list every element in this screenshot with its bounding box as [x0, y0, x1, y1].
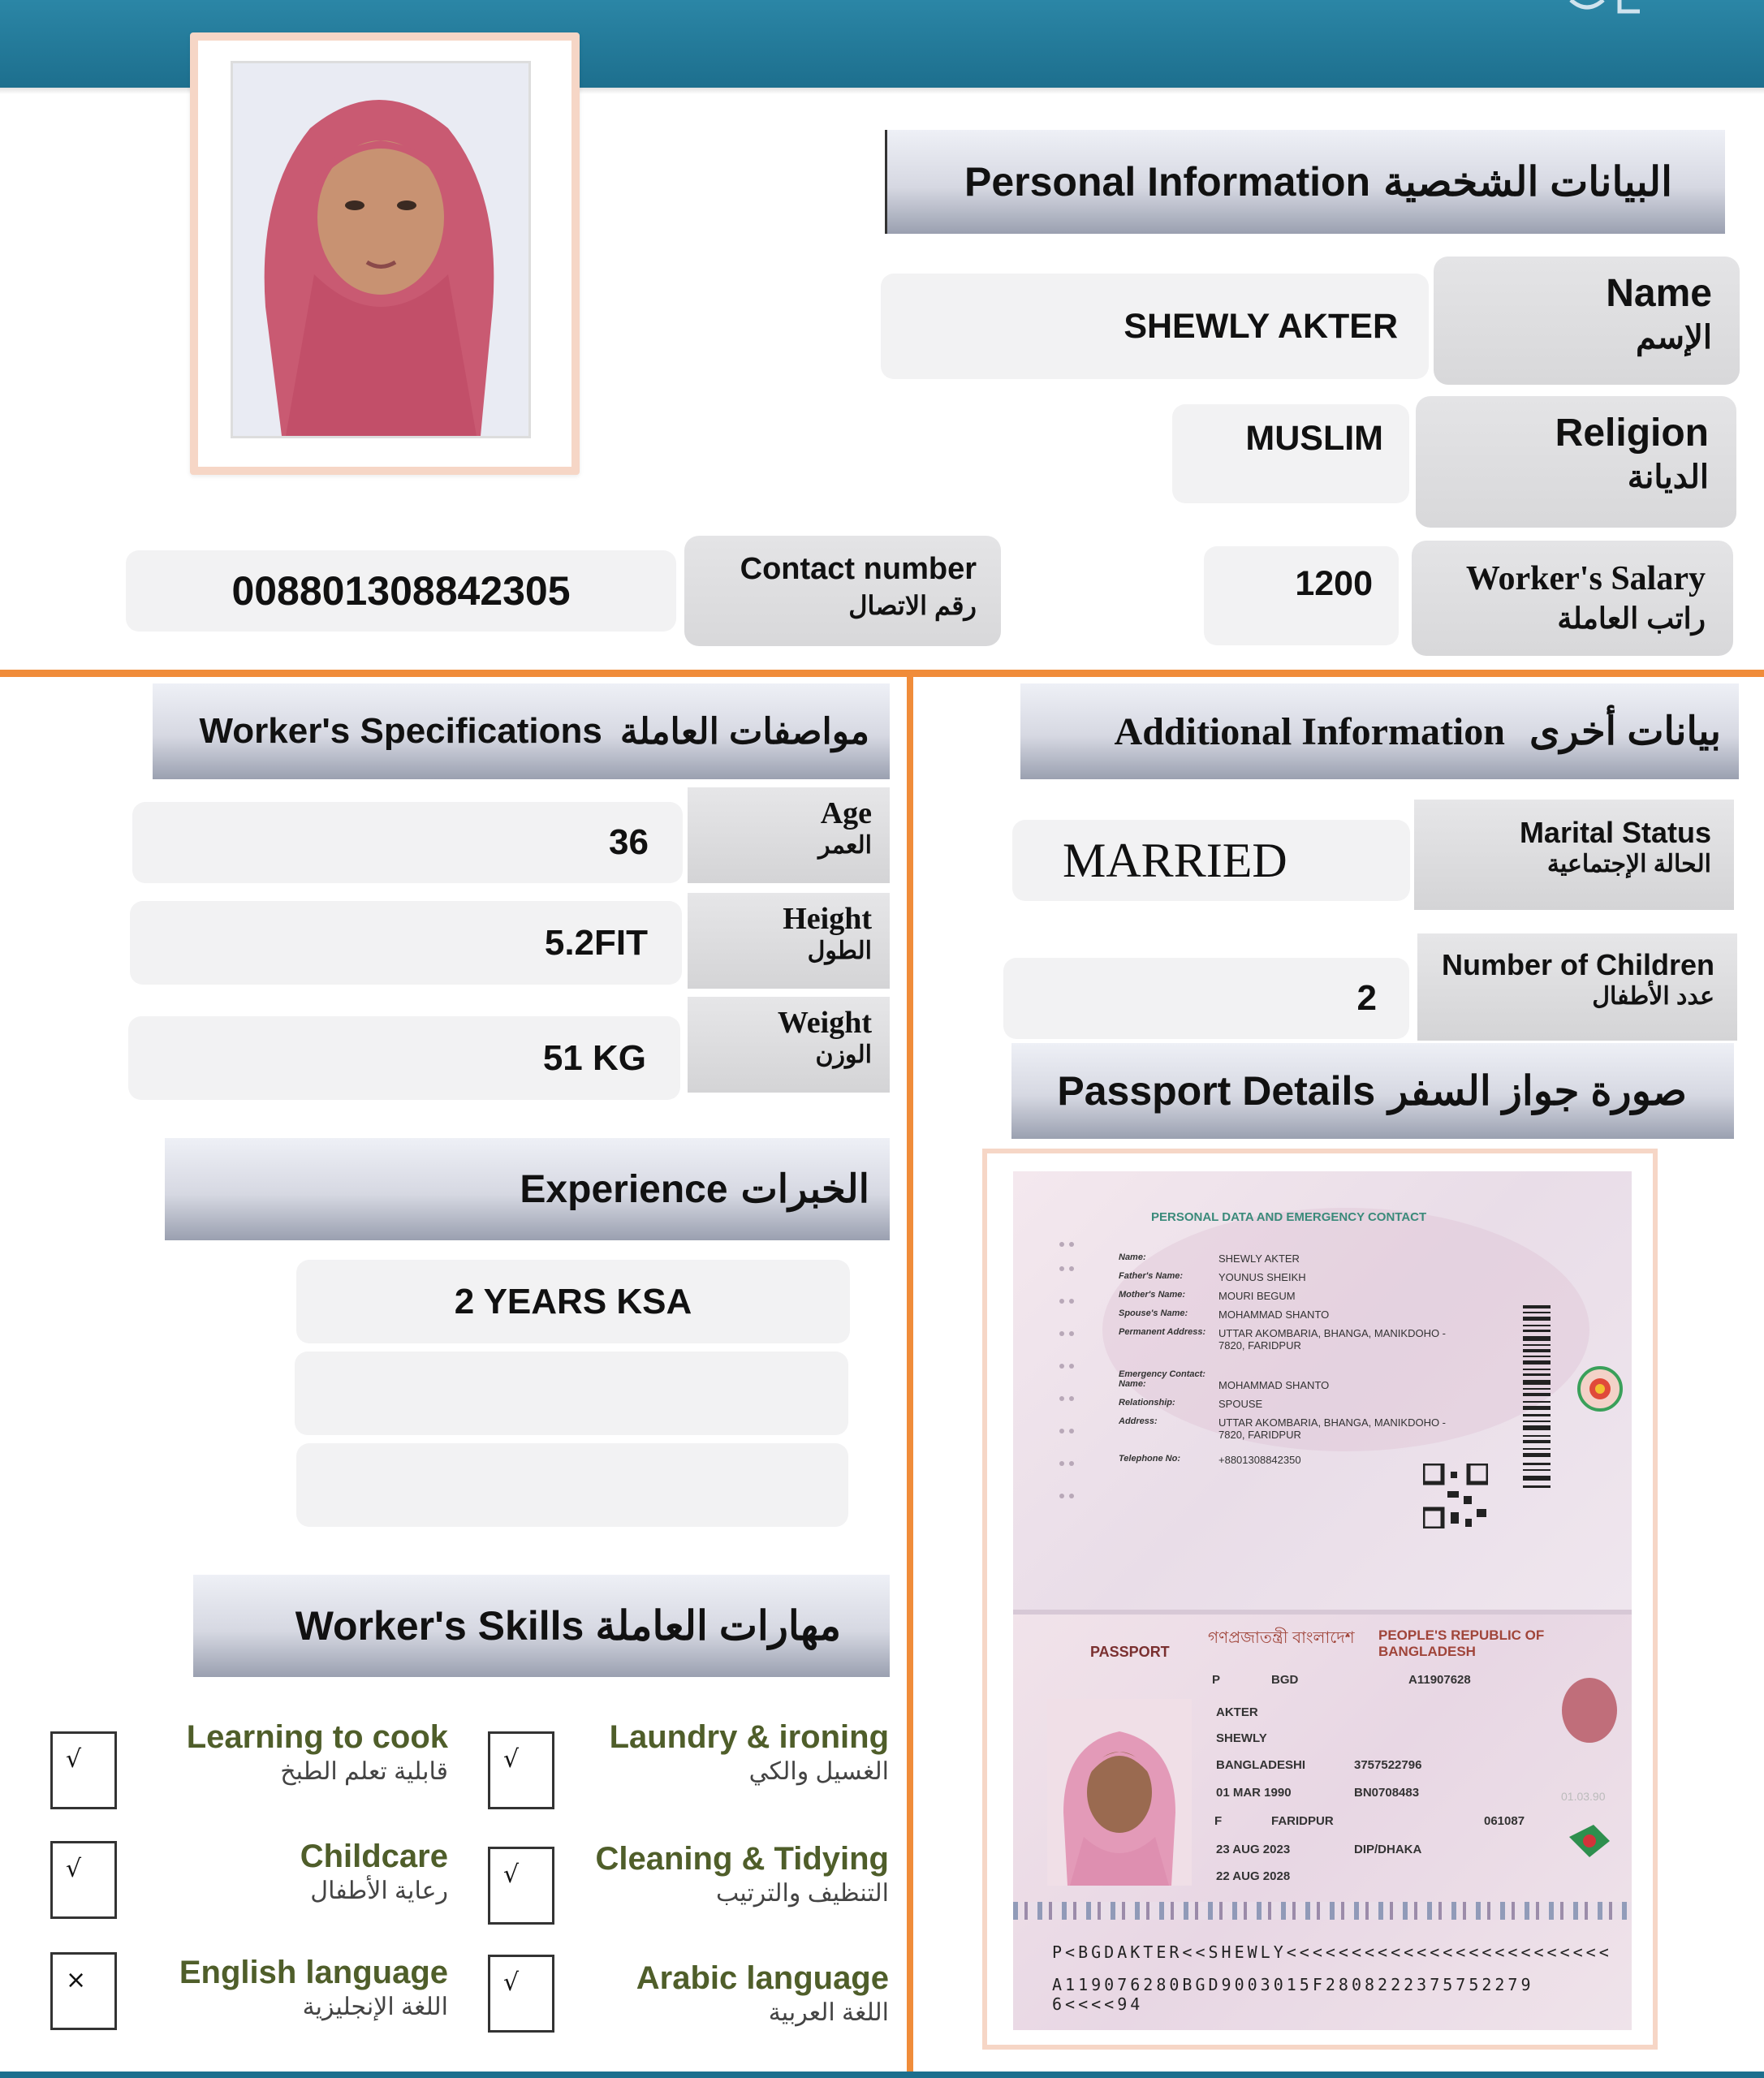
perforation-icon	[1054, 1236, 1086, 1528]
field-label: Relationship:	[1119, 1398, 1175, 1408]
skills-title: Worker's Skills	[295, 1603, 584, 1649]
contact-label	[684, 536, 1001, 646]
field-label: Spouse's Name:	[1119, 1308, 1188, 1318]
experience-header	[165, 1138, 890, 1240]
age-label-ar: العمر	[818, 832, 872, 859]
marital-label-en: Marital Status	[1519, 816, 1711, 849]
specs-title: Worker's Specifications	[199, 711, 602, 751]
salary-value	[1204, 546, 1399, 645]
passport-authority: DIP/DHAKA	[1354, 1843, 1422, 1856]
passport-title: Passport Details	[1057, 1068, 1376, 1114]
barcode-icon	[1523, 1305, 1551, 1492]
skill-childcare-ar: رعاية الأطفال	[310, 1878, 448, 1904]
age-value-text: 36	[609, 822, 649, 862]
religion-label-ar: الديانة	[1627, 459, 1709, 495]
field-value: MOHAMMAD SHANTO	[1218, 1379, 1330, 1391]
age-value	[132, 802, 683, 883]
salary-value-text: 1200	[1295, 564, 1373, 603]
passport-bio-page	[1013, 1610, 1632, 2030]
skill-arabic-en: Arabic language	[636, 1960, 889, 1996]
religion-label	[1416, 396, 1736, 528]
skill-laundry-en: Laundry & ironing	[609, 1719, 889, 1755]
field-label: Name:	[1119, 1379, 1146, 1389]
passport-page-title: PERSONAL DATA AND EMERGENCY CONTACT	[1151, 1210, 1427, 1224]
passport-sex: F	[1214, 1814, 1223, 1828]
bottom-bar	[0, 2072, 1764, 2078]
experience-title-ar: الخبرات	[740, 1168, 869, 1211]
skill-checkbox-childcare[interactable]	[50, 1841, 117, 1919]
passport-number: A11907628	[1408, 1673, 1471, 1687]
experience-title: Experience	[520, 1167, 728, 1211]
skill-childcare-en: Childcare	[300, 1839, 448, 1874]
religion-value-text: MUSLIM	[1245, 419, 1383, 458]
passport-personal-no: 3757522796	[1354, 1758, 1422, 1772]
skill-english	[146, 1955, 448, 2021]
checkmark-icon: √	[503, 1968, 520, 1997]
marital-value-text: MARRIED	[1063, 833, 1287, 887]
worker-photo	[231, 61, 531, 438]
passport-dob: 01 MAR 1990	[1216, 1786, 1292, 1800]
checkmark-icon: √	[66, 1745, 82, 1774]
passport-prev-passport: BN0708483	[1354, 1786, 1420, 1800]
weight-value	[128, 1016, 680, 1100]
height-label-ar: الطول	[807, 938, 872, 964]
specs-title-ar: مواصفات العاملة	[619, 711, 869, 752]
contact-value-text: 008801308842305	[231, 568, 571, 614]
passport-personal-fields	[1119, 1252, 1541, 1472]
checkmark-icon: √	[66, 1855, 82, 1883]
skill-cleaning-en: Cleaning & Tidying	[595, 1841, 889, 1877]
children-value-text: 2	[1356, 978, 1377, 1018]
passport-given-name: SHEWLY	[1216, 1731, 1267, 1745]
vertical-divider	[907, 677, 913, 2078]
personal-info-title-ar: البيانات الشخصية	[1383, 159, 1672, 205]
weight-label-en: Weight	[777, 1006, 872, 1040]
skill-english-en: English language	[179, 1955, 448, 1990]
bangladesh-map-seal-icon	[1557, 1675, 1620, 1746]
worker-photo-frame	[190, 32, 580, 475]
passport-data-page	[1013, 1171, 1632, 1610]
height-label-en: Height	[783, 902, 872, 936]
height-label	[688, 893, 890, 989]
experience-row-1-text: 2 YEARS KSA	[454, 1281, 692, 1321]
children-value	[1003, 958, 1409, 1039]
field-value: YOUNUS SHEIKH	[1218, 1271, 1306, 1283]
field-label: Permanent Address:	[1119, 1327, 1206, 1337]
skill-checkbox-english[interactable]	[50, 1952, 117, 2030]
skill-cleaning-ar: التنظيف والترتيب	[715, 1880, 889, 1907]
experience-row-1	[296, 1260, 850, 1343]
skills-header	[193, 1575, 890, 1677]
weight-label-ar: الوزن	[815, 1041, 872, 1068]
skill-childcare	[146, 1839, 448, 1905]
person-portrait-icon	[233, 63, 528, 436]
skill-checkbox-cleaning[interactable]	[488, 1847, 554, 1925]
emergency-label: Emergency Contact:	[1119, 1369, 1205, 1379]
passport-issue-date: 23 AUG 2023	[1216, 1843, 1291, 1856]
person-portrait-icon	[1047, 1699, 1192, 1886]
children-label-ar: عدد الأطفال	[1592, 983, 1714, 1010]
passport-word: PASSPORT	[1090, 1644, 1170, 1660]
horizontal-divider	[0, 670, 1764, 677]
security-strip	[1013, 1902, 1632, 1920]
skill-checkbox-laundry[interactable]	[488, 1731, 554, 1809]
skill-laundry	[568, 1719, 889, 1786]
bangladesh-emblem-icon	[1577, 1366, 1623, 1412]
skill-laundry-ar: الغسيل والكي	[748, 1758, 889, 1785]
checkmark-icon: √	[503, 1860, 520, 1889]
passport-surname: AKTER	[1216, 1705, 1258, 1719]
personal-info-header	[885, 130, 1725, 234]
passport-mrz-line-2: A119076280BGD9003015F2808222375752279 6<<<<94	[1052, 1975, 1534, 2014]
contact-label-ar: رقم الاتصال	[848, 591, 977, 620]
marital-label	[1414, 800, 1734, 910]
additional-title: Additional Information	[1114, 709, 1505, 753]
passport-title-ar: صورة جواز السفر	[1388, 1068, 1687, 1114]
experience-row-3	[296, 1443, 848, 1527]
qr-code-icon	[1423, 1464, 1488, 1528]
field-value: UTTAR AKOMBARIA, BHANGA, MANIKDOHO - 7820, FARIDPUR	[1218, 1416, 1447, 1441]
checkmark-icon: √	[503, 1745, 520, 1774]
height-value-text: 5.2FIT	[544, 922, 648, 963]
salary-label-ar: راتب العاملة	[1557, 601, 1706, 635]
logo-icon	[1563, 0, 1762, 18]
name-label-ar: الإسم	[1635, 320, 1712, 356]
passport-mrz-line-1: P<BGDAKTER<<SHEWLY<<<<<<<<<<<<<<<<<<<<<<<<<	[1052, 1942, 1612, 1962]
passport-photo	[1047, 1699, 1192, 1886]
experience-row-2	[295, 1352, 848, 1435]
field-label: Address:	[1119, 1416, 1158, 1426]
marital-label-ar: الحالة الإجتماعية	[1546, 851, 1711, 877]
religion-label-en: Religion	[1555, 412, 1709, 455]
passport-country-en: PEOPLE'S REPUBLIC OF BANGLADESH	[1378, 1627, 1545, 1659]
height-value	[130, 901, 682, 985]
personal-info-title: Personal Information	[964, 159, 1371, 205]
skill-checkbox-arabic[interactable]	[488, 1955, 554, 2033]
passport-code: 061087	[1484, 1814, 1525, 1828]
field-label: Telephone No:	[1119, 1454, 1180, 1464]
name-label-en: Name	[1606, 272, 1712, 315]
skill-english-ar: اللغة الإنجليزية	[302, 1994, 448, 2020]
contact-label-en: Contact number	[740, 552, 977, 586]
passport-type: P	[1212, 1673, 1221, 1687]
passport-image-frame	[982, 1149, 1658, 2050]
field-label: Mother's Name:	[1119, 1290, 1186, 1300]
salary-label	[1412, 541, 1733, 656]
contact-value	[126, 550, 676, 632]
passport-header	[1011, 1043, 1734, 1139]
additional-title-ar: بيانات أخرى	[1529, 710, 1721, 753]
name-value	[881, 274, 1429, 379]
skills-title-ar: مهارات العاملة	[595, 1603, 841, 1649]
name-value-text: SHEWLY AKTER	[1124, 306, 1398, 346]
passport-country-bn: গণপ্রজাতন্ত্রী বাংলাদেশ	[1208, 1629, 1355, 1647]
skill-cook	[146, 1719, 448, 1786]
field-value: SHEWLY AKTER	[1218, 1252, 1300, 1265]
passport-expiry-date: 22 AUG 2028	[1216, 1869, 1291, 1883]
salary-label-en: Worker's Salary	[1465, 560, 1706, 597]
skill-cook-en: Learning to cook	[186, 1719, 448, 1755]
page-fold	[1013, 1610, 1632, 1615]
age-label-en: Age	[820, 796, 872, 830]
hologram-icon	[1565, 1821, 1614, 1861]
children-label	[1417, 933, 1737, 1041]
passport-nationality: BANGLADESHI	[1216, 1758, 1306, 1772]
skill-cook-ar: قابلية تعلم الطبخ	[280, 1758, 448, 1785]
passport-ghost-date: 01.03.90	[1561, 1790, 1606, 1803]
field-value: MOURI BEGUM	[1218, 1290, 1296, 1302]
age-label	[688, 787, 890, 883]
weight-label	[688, 997, 890, 1093]
field-label: Name:	[1119, 1252, 1146, 1262]
cross-icon: ×	[66, 1966, 87, 1994]
field-label: Father's Name:	[1119, 1271, 1184, 1281]
skill-arabic	[568, 1960, 889, 2027]
passport-image	[1013, 1171, 1632, 2030]
field-value: +8801308842350	[1218, 1454, 1301, 1466]
passport-pob: FARIDPUR	[1271, 1814, 1334, 1828]
weight-value-text: 51 KG	[542, 1037, 646, 1078]
specs-header	[153, 683, 890, 779]
name-label	[1434, 257, 1740, 385]
field-value: MOHAMMAD SHANTO	[1218, 1308, 1330, 1321]
passport-country-code: BGD	[1271, 1673, 1299, 1687]
marital-value	[1012, 820, 1410, 901]
skill-cleaning	[568, 1841, 889, 1908]
skill-checkbox-cook[interactable]	[50, 1731, 117, 1809]
religion-value	[1172, 404, 1409, 503]
field-value: SPOUSE	[1218, 1398, 1263, 1410]
skill-arabic-ar: اللغة العربية	[768, 1999, 889, 2026]
children-label-en: Number of Children	[1441, 948, 1714, 981]
field-value: UTTAR AKOMBARIA, BHANGA, MANIKDOHO - 7820, FARIDPUR	[1218, 1327, 1447, 1352]
additional-header	[1020, 683, 1739, 779]
